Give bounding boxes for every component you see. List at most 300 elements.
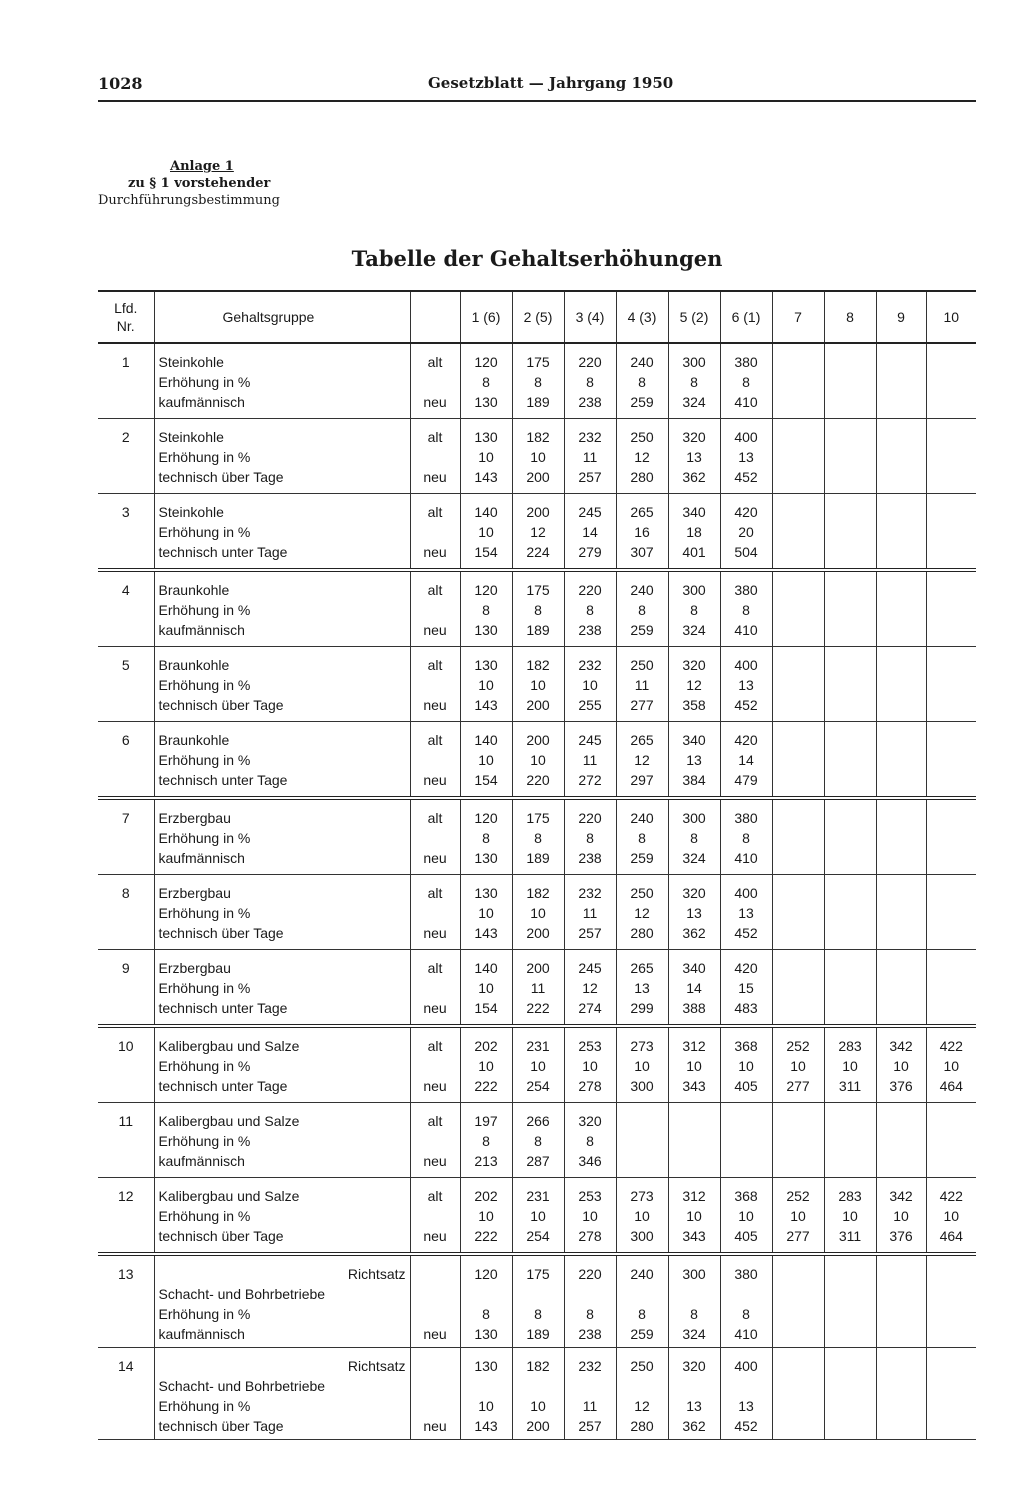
old-new-label: alt [427,429,443,445]
value-cell [824,570,876,647]
value [773,883,824,903]
value-cell [824,1103,876,1178]
value: 362 [682,1418,706,1434]
value-cell [616,1178,668,1255]
value-cell [824,950,876,1027]
value: 10 [943,1058,960,1074]
value [927,750,977,770]
value: 200 [526,1418,550,1434]
value-cell [772,1026,824,1103]
value-cell [772,950,824,1027]
value: 279 [578,544,602,560]
value: 200 [526,697,550,713]
value-cell [564,722,616,799]
value-cell [772,570,824,647]
value [825,1396,876,1416]
value [927,580,977,600]
value [877,600,926,620]
group-cell [154,494,410,571]
value [825,770,876,790]
value [877,750,926,770]
value [927,923,977,943]
value: 10 [530,1208,546,1224]
old-new-label [411,1304,460,1324]
value [617,1376,668,1396]
value: 362 [682,469,706,485]
value-cell [720,494,772,571]
value [721,1284,772,1304]
value [877,522,926,542]
value-cell [720,875,772,950]
value-cell [460,1254,512,1348]
value [825,730,876,750]
old-new-label [411,978,460,998]
old-new-label [411,1376,460,1396]
value: 10 [530,1398,546,1414]
value: 10 [478,677,494,693]
value: 13 [738,1398,754,1414]
value: 11 [582,905,598,921]
value: 280 [630,1418,654,1434]
value [927,770,977,790]
value [927,808,977,828]
value [877,1151,926,1171]
old-new-cell [410,1026,460,1103]
value: 300 [682,582,706,598]
value: 300 [682,810,706,826]
value: 278 [578,1228,602,1244]
value: 245 [578,960,602,976]
group-line: technisch über Tage [158,469,284,485]
group-line: Erhöhung in % [158,980,251,996]
value-cell [876,1348,926,1440]
row-number: 6 [121,732,130,748]
value: 410 [734,394,758,410]
value: 452 [734,469,758,485]
value-cell [876,875,926,950]
value [773,600,824,620]
value: 252 [786,1188,810,1204]
table-row [98,1026,976,1103]
value [825,675,876,695]
value: 240 [630,810,654,826]
old-new-cell [410,798,460,875]
value: 222 [474,1078,498,1094]
value-cell [616,494,668,571]
value-cell [720,798,772,875]
value-cell [772,1254,824,1348]
value: 8 [534,1306,542,1322]
value [773,502,824,522]
value: 420 [734,960,758,976]
value-cell [772,419,824,494]
value [825,883,876,903]
old-new-label: neu [423,772,447,788]
row-number: 10 [117,1038,134,1054]
old-new-label [411,903,460,923]
value: 253 [578,1038,602,1054]
header-lfd: Lfd. [114,300,138,316]
value: 259 [630,1326,654,1342]
value: 10 [530,905,546,921]
value [927,1111,977,1131]
value [927,958,977,978]
value [825,808,876,828]
value: 380 [734,354,758,370]
value: 10 [738,1208,754,1224]
value-cell [668,1254,720,1348]
value-cell [824,1254,876,1348]
value: 10 [530,449,546,465]
value: 10 [686,1058,702,1074]
value: 224 [526,544,550,560]
value: 238 [578,1326,602,1342]
value-cell [824,1178,876,1255]
value [877,1356,926,1376]
value: 320 [682,657,706,673]
row-number: 13 [117,1266,134,1282]
value-cell [512,419,564,494]
row-number: 4 [121,582,130,598]
old-new-label: alt [427,504,443,520]
value: 10 [634,1058,650,1074]
row-number-cell [98,1254,154,1348]
value [877,1416,926,1436]
value: 182 [526,1358,550,1374]
value: 8 [690,374,698,390]
group-line: Kalibergbau und Salze [158,1038,300,1054]
group-line: kaufmännisch [158,394,245,410]
value: 8 [742,374,750,390]
row-number: 8 [121,885,130,901]
value: 200 [526,960,550,976]
value: 388 [682,1000,706,1016]
value [927,1264,977,1284]
value-cell [616,1103,668,1178]
group-line: Steinkohle [158,504,224,520]
value [877,978,926,998]
value-cell [824,875,876,950]
header-col: 6 (1) [720,291,772,343]
value-cell [772,343,824,419]
value: 12 [634,905,650,921]
value [773,1151,824,1171]
value: 8 [742,830,750,846]
value: 10 [893,1058,909,1074]
value: 410 [734,1326,758,1342]
value [877,502,926,522]
value: 11 [582,1398,598,1414]
value-cell [668,1103,720,1178]
old-new-label: neu [423,1078,447,1094]
header-group: Gehaltsgruppe [154,291,410,343]
value: 130 [474,394,498,410]
value-cell [460,1026,512,1103]
value [877,1264,926,1284]
old-new-label [411,1396,460,1416]
value [773,903,824,923]
value-cell [772,1103,824,1178]
value [927,447,977,467]
group-line: Schacht- und Bohrbetriebe [158,1378,326,1394]
value: 265 [630,732,654,748]
value: 189 [526,850,550,866]
header-col: 7 [772,291,824,343]
value-cell [564,570,616,647]
old-new-cell [410,647,460,722]
value-cell [668,798,720,875]
value: 300 [682,1266,706,1282]
value [825,1324,876,1344]
value: 274 [578,1000,602,1016]
value [927,392,977,412]
value-cell [668,570,720,647]
value: 120 [474,354,498,370]
value: 240 [630,1266,654,1282]
old-new-cell [410,343,460,419]
table-row [98,419,976,494]
value-cell [512,647,564,722]
value [721,1376,772,1396]
value: 320 [578,1113,602,1129]
row-number-cell [98,570,154,647]
value [773,828,824,848]
group-line: Erhöhung in % [158,1133,251,1149]
value-cell [926,1178,976,1255]
value: 8 [638,374,646,390]
value-cell [512,950,564,1027]
value: 287 [526,1153,550,1169]
value: 324 [682,394,706,410]
value: 452 [734,925,758,941]
group-line: technisch unter Tage [158,1078,288,1094]
value: 299 [630,1000,654,1016]
value [877,352,926,372]
value-cell [668,1348,720,1440]
value [773,372,824,392]
value: 154 [474,1000,498,1016]
value [877,542,926,562]
value: 18 [686,524,702,540]
value [927,1131,977,1151]
header-col: 9 [876,291,926,343]
value: 10 [478,905,494,921]
value [927,522,977,542]
value [773,1416,824,1436]
value: 232 [578,657,602,673]
value: 220 [578,582,602,598]
value-cell [564,647,616,722]
row-number-cell [98,343,154,419]
value-cell [616,1348,668,1440]
value: 10 [634,1208,650,1224]
value [773,427,824,447]
value: 11 [530,980,546,996]
old-new-label: neu [423,544,447,560]
value-cell [772,1178,824,1255]
value [877,848,926,868]
table-row [98,570,976,647]
value: 300 [682,354,706,370]
group-cell [154,875,410,950]
value: 197 [474,1113,498,1129]
value: 143 [474,697,498,713]
value [825,502,876,522]
value: 213 [474,1153,498,1169]
value [877,695,926,715]
value: 278 [578,1078,602,1094]
value: 189 [526,394,550,410]
value [565,1376,616,1396]
value: 324 [682,622,706,638]
value [773,1376,824,1396]
value: 400 [734,1358,758,1374]
value [669,1131,720,1151]
header-col: 8 [824,291,876,343]
old-new-cell [410,570,460,647]
value-cell [512,1254,564,1348]
value [927,600,977,620]
value-cell [564,1026,616,1103]
value-cell [772,1348,824,1440]
value-cell [668,722,720,799]
group-cell [154,1178,410,1255]
value-cell [876,570,926,647]
value-cell [460,1103,512,1178]
value-cell [512,494,564,571]
value: 11 [582,449,598,465]
group-line: Richtsatz [347,1266,406,1282]
value: 380 [734,810,758,826]
group-line: kaufmännisch [158,850,245,866]
old-new-label: alt [427,960,443,976]
value: 464 [939,1228,963,1244]
value-cell [512,798,564,875]
row-number-cell [98,798,154,875]
value: 130 [474,885,498,901]
group-cell [154,570,410,647]
value: 346 [578,1153,602,1169]
value [617,1111,668,1131]
value [927,1416,977,1436]
value: 250 [630,1358,654,1374]
old-new-cell [410,875,460,950]
group-line: Erzbergbau [158,810,231,826]
row-number-cell [98,950,154,1027]
value: 283 [838,1188,862,1204]
value-cell [720,1254,772,1348]
old-new-label [411,1356,460,1376]
value: 405 [734,1078,758,1094]
value: 8 [690,602,698,618]
value: 311 [838,1078,862,1094]
value: 200 [526,469,550,485]
table-header-row [98,291,976,343]
value: 12 [634,752,650,768]
value: 283 [838,1038,862,1054]
value-cell [926,1254,976,1348]
value [825,1284,876,1304]
value: 368 [734,1038,758,1054]
value-cell [564,1103,616,1178]
value: 266 [526,1113,550,1129]
value [773,750,824,770]
value [877,1111,926,1131]
value: 8 [482,602,490,618]
row-number: 5 [121,657,130,673]
value-cell [876,1254,926,1348]
row-number-cell [98,647,154,722]
value-cell [616,343,668,419]
value: 280 [630,925,654,941]
value: 422 [939,1188,963,1204]
value: 220 [526,772,550,788]
value: 320 [682,885,706,901]
value: 10 [478,1398,494,1414]
value-cell [512,722,564,799]
value: 483 [734,1000,758,1016]
value: 464 [939,1078,963,1094]
header-col: 10 [926,291,976,343]
value: 257 [578,925,602,941]
group-line: Steinkohle [158,429,224,445]
value: 376 [889,1078,913,1094]
value: 220 [578,810,602,826]
value-cell [460,950,512,1027]
value: 410 [734,850,758,866]
value: 410 [734,622,758,638]
old-new-label: alt [427,885,443,901]
value: 10 [478,1058,494,1074]
value-cell [668,419,720,494]
value: 13 [738,449,754,465]
value: 130 [474,429,498,445]
value: 10 [686,1208,702,1224]
table-row [98,1103,976,1178]
value: 380 [734,1266,758,1282]
value: 13 [686,752,702,768]
value [773,770,824,790]
value: 154 [474,544,498,560]
value [927,1151,977,1171]
value [773,447,824,467]
value: 340 [682,504,706,520]
value [773,848,824,868]
value [513,1376,564,1396]
value [825,903,876,923]
group-line: technisch unter Tage [158,544,288,560]
value: 8 [482,374,490,390]
group-line: Erhöhung in % [158,905,251,921]
value-cell [616,950,668,1027]
value: 376 [889,1228,913,1244]
value: 202 [474,1188,498,1204]
value-cell [460,570,512,647]
group-line: Erzbergbau [158,960,231,976]
value: 12 [582,980,598,996]
value [927,978,977,998]
value: 8 [638,602,646,618]
value-cell [616,1026,668,1103]
value: 8 [534,1133,542,1149]
value [825,1264,876,1284]
old-new-label: alt [427,732,443,748]
value: 10 [478,1208,494,1224]
value [773,978,824,998]
value: 10 [842,1058,858,1074]
group-line: Erhöhung in % [158,1208,251,1224]
value [877,828,926,848]
